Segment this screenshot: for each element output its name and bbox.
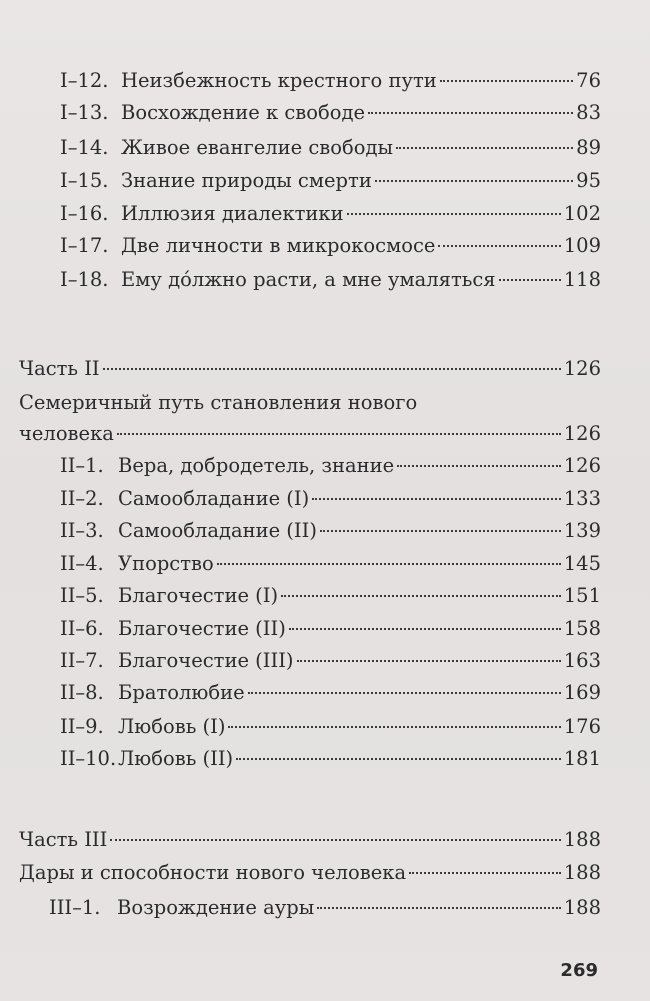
entry-page: 83 <box>576 101 601 124</box>
entry-number: II–9. <box>60 715 104 738</box>
toc-entry <box>60 646 601 676</box>
toc-entry <box>60 166 601 196</box>
dot-leader <box>347 212 561 215</box>
part-heading <box>19 354 601 384</box>
entry-title: Братолюбие <box>118 681 245 704</box>
entry-page: 133 <box>563 487 601 510</box>
part-heading <box>19 825 601 855</box>
entry-number: II–10. <box>60 747 117 770</box>
entry-number: I–13. <box>60 101 109 124</box>
entry-page: 139 <box>563 519 601 542</box>
dot-leader <box>312 497 561 500</box>
dot-leader <box>438 244 560 247</box>
entry-title: Живое евангелие свободы <box>121 136 394 159</box>
dot-leader <box>117 432 561 435</box>
entry-title: Упорство <box>118 552 214 575</box>
toc-entry <box>60 484 601 514</box>
toc-entry <box>60 265 601 295</box>
entry-page: 126 <box>563 454 601 477</box>
entry-page: 151 <box>563 584 601 607</box>
toc-entry <box>60 451 601 481</box>
toc-entry <box>60 516 601 546</box>
dot-leader <box>397 464 561 467</box>
entry-page: 145 <box>563 552 601 575</box>
toc-entry <box>60 712 601 742</box>
entry-title: Любовь (II) <box>118 747 234 770</box>
dot-leader <box>236 757 561 760</box>
entry-page: 102 <box>563 202 601 225</box>
entry-number: I–18. <box>60 268 109 291</box>
entry-page: 95 <box>576 169 601 192</box>
entry-number: II–1. <box>60 454 104 477</box>
dot-leader <box>228 725 560 728</box>
entry-title: Вера, добродетель, знание <box>118 454 395 477</box>
toc-entry <box>60 549 601 579</box>
part-subtitle-text: Дары и способности нового человека <box>19 861 407 884</box>
dot-leader <box>375 179 573 182</box>
toc-entry <box>60 199 601 229</box>
dot-leader <box>289 627 561 630</box>
dot-leader <box>103 367 561 370</box>
toc-entry <box>60 744 601 774</box>
dot-leader <box>317 906 561 909</box>
entry-page: 176 <box>563 715 601 738</box>
entry-page: 163 <box>563 649 601 672</box>
entry-number: I–16. <box>60 202 109 225</box>
dot-leader <box>440 79 573 82</box>
entry-page: 126 <box>563 357 601 380</box>
entry-page: 109 <box>563 234 601 257</box>
toc-entry <box>60 66 601 96</box>
entry-title: Восхождение к свободе <box>121 101 365 124</box>
entry-page: 158 <box>563 617 601 640</box>
part-subtitle-line2 <box>19 419 601 449</box>
part-subtitle-line1: Семеричный путь становления нового <box>19 391 418 414</box>
entry-page: 188 <box>563 828 601 851</box>
toc-entry <box>60 133 601 163</box>
entry-title: Благочестие (III) <box>118 649 294 672</box>
entry-page: 169 <box>563 681 601 704</box>
dot-leader <box>499 278 561 281</box>
entry-title: Неизбежность крестного пути <box>121 69 437 92</box>
entry-page: 76 <box>576 69 601 92</box>
entry-page: 188 <box>563 896 601 919</box>
toc-entry <box>60 678 601 708</box>
toc-entry <box>60 614 601 644</box>
entry-title: Самообладание (II) <box>118 519 317 542</box>
part-subtitle <box>19 858 601 888</box>
entry-number: II–3. <box>60 519 104 542</box>
dot-leader <box>320 529 561 532</box>
entry-number: II–2. <box>60 487 104 510</box>
entry-title: Благочестие (I) <box>118 584 279 607</box>
entry-number: II–6. <box>60 617 104 640</box>
page-number: 269 <box>560 960 598 981</box>
dot-leader <box>248 691 561 694</box>
entry-number: III–1. <box>49 896 101 919</box>
entry-number: I–17. <box>60 234 109 257</box>
toc-entry <box>60 98 601 128</box>
dot-leader <box>217 562 561 565</box>
entry-title: Самообладание (I) <box>118 487 310 510</box>
dot-leader <box>110 838 560 841</box>
entry-page: 181 <box>563 747 601 770</box>
entry-page: 126 <box>563 422 601 445</box>
part-title: Часть II <box>19 357 100 380</box>
entry-title: Возрождение ауры <box>117 896 315 919</box>
dot-leader <box>297 659 561 662</box>
entry-page: 89 <box>576 136 601 159</box>
entry-number: I–12. <box>60 69 109 92</box>
entry-number: I–14. <box>60 136 109 159</box>
entry-title: Любовь (I) <box>118 715 226 738</box>
part-subtitle: человека <box>19 422 114 445</box>
dot-leader <box>396 146 573 149</box>
entry-number: II–7. <box>60 649 104 672</box>
entry-page: 118 <box>563 268 601 291</box>
toc-entry <box>49 893 601 923</box>
entry-number: I–15. <box>60 169 109 192</box>
entry-title: Иллюзия диалектики <box>121 202 344 225</box>
entry-title: Знание природы смерти <box>121 169 372 192</box>
entry-number: II–5. <box>60 584 104 607</box>
entry-title: Две личности в микрокосмосе <box>121 234 436 257</box>
entry-page: 188 <box>563 861 601 884</box>
toc-entry <box>60 231 601 261</box>
entry-title: Ему до́лжно расти, а мне умаляться <box>121 268 496 291</box>
part-title: Часть III <box>19 828 108 851</box>
entry-number: II–8. <box>60 681 104 704</box>
dot-leader <box>409 871 561 874</box>
toc-entry <box>60 581 601 611</box>
dot-leader <box>281 594 561 597</box>
entry-title: Благочестие (II) <box>118 617 286 640</box>
entry-number: II–4. <box>60 552 104 575</box>
dot-leader <box>368 111 573 114</box>
